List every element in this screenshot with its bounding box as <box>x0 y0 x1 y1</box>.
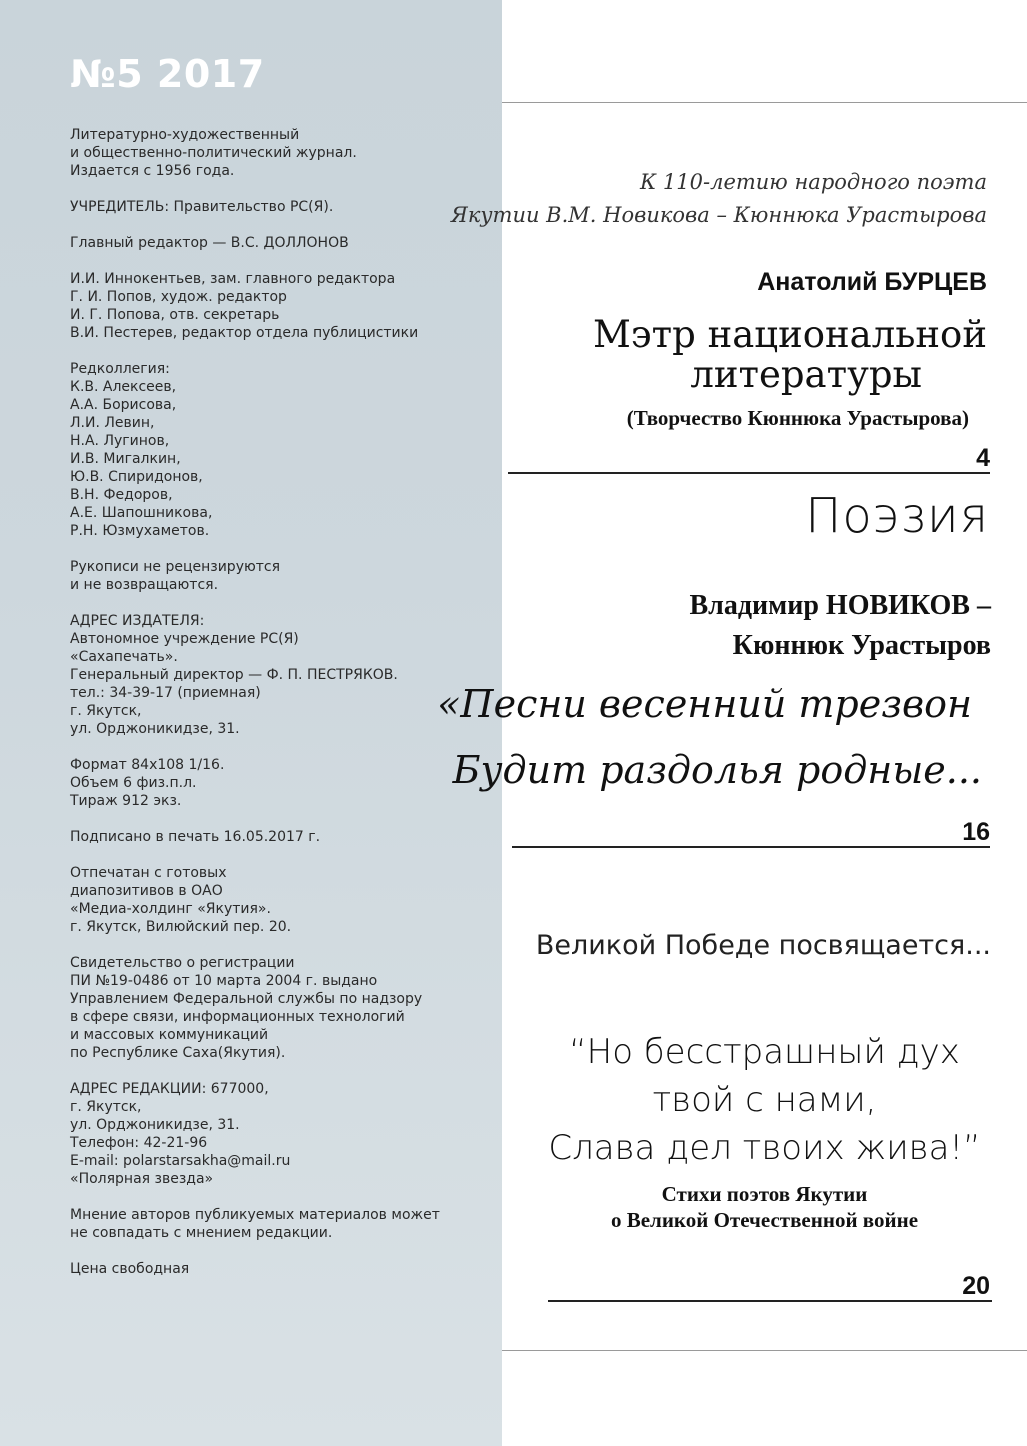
imprint-line: ул. Орджоникидзе, 31. <box>70 721 240 737</box>
imprint-line: Свидетельство о регистрации <box>70 955 295 971</box>
imprint-line: А.А. Борисова, <box>70 397 177 413</box>
article-subtitle: Стихи поэтов Якутии <box>661 1182 868 1206</box>
imprint-line: Редколлегия: <box>70 361 170 377</box>
imprint-block <box>70 756 490 810</box>
imprint-line: тел.: 34-39-17 (приемная) <box>70 685 261 701</box>
imprint-line: по Республике Саха(Якутия). <box>70 1045 286 1061</box>
page-rule <box>512 846 990 848</box>
page-rule <box>508 472 990 474</box>
imprint-line: АДРЕС ИЗДАТЕЛЯ: <box>70 613 205 629</box>
imprint-line: диапозитивов в ОАО <box>70 883 223 899</box>
quote-line: Слава дел твоих жива!” <box>548 1128 981 1168</box>
imprint-line: и массовых коммуникаций <box>70 1027 269 1043</box>
imprint-line: В.И. Пестерев, редактор отдела публицистики <box>70 325 419 341</box>
dedication-line: Великой Победе посвящается... <box>535 930 991 961</box>
dedication-line: К 110-летию народного поэта <box>639 170 987 194</box>
imprint-line: ул. Орджоникидзе, 31. <box>70 1117 240 1133</box>
article-title: Мэтр национальной <box>593 313 987 356</box>
page-rule <box>548 1300 992 1302</box>
imprint-line: Цена свободная <box>70 1261 190 1277</box>
imprint-line: Литературно-художественный <box>70 127 300 143</box>
imprint-block <box>70 954 490 1062</box>
imprint-line: и общественно-политический журнал. <box>70 145 357 161</box>
article-title: Будит раздолья родные... <box>452 748 982 792</box>
dedication-line: Якутии В.М. Новикова – Кюннюка Урастырова <box>450 203 987 227</box>
bottom-divider <box>502 1350 1027 1351</box>
imprint-line: АДРЕС РЕДАКЦИИ: 677000, <box>70 1081 269 1097</box>
imprint-block <box>70 558 490 594</box>
article-subtitle: (Творчество Кюннюка Урастырова) <box>626 406 969 430</box>
imprint-block <box>70 198 490 216</box>
imprint-block <box>70 1080 490 1188</box>
imprint-line: Ю.В. Спиридонов, <box>70 469 203 485</box>
article-author: Владимир НОВИКОВ – <box>689 590 991 621</box>
imprint-line: И.И. Иннокентьев, зам. главного редактора <box>70 271 396 287</box>
imprint-line: ПИ №19-0486 от 10 марта 2004 г. выдано <box>70 973 378 989</box>
quote-line: “Но бесстрашный дух <box>569 1032 960 1072</box>
imprint-column <box>0 0 502 1446</box>
imprint-line: в сфере связи, информационных технологий <box>70 1009 405 1025</box>
imprint-block <box>70 612 490 738</box>
imprint-line: Рукописи не рецензируются <box>70 559 281 575</box>
article-title: «Песни весенний трезвон <box>437 682 972 726</box>
quote-line: твой с нами, <box>652 1080 877 1120</box>
imprint-line: И.В. Мигалкин, <box>70 451 181 467</box>
imprint-line: Управлением Федеральной службы по надзору <box>70 991 423 1007</box>
imprint-line: В.Н. Федоров, <box>70 487 173 503</box>
imprint-block <box>70 360 490 540</box>
imprint-line: г. Якутск, Вилюйский пер. 20. <box>70 919 292 935</box>
imprint-block <box>70 1260 490 1278</box>
imprint-line: К.В. Алексеев, <box>70 379 177 395</box>
imprint-line: Г. И. Попов, худож. редактор <box>70 289 287 305</box>
imprint-block <box>70 126 490 180</box>
issue-number: №5 2017 <box>70 52 265 96</box>
imprint-line: не совпадать с мнением редакции. <box>70 1225 333 1241</box>
article-author: Анатолий БУРЦЕВ <box>757 268 987 296</box>
imprint-block <box>70 270 490 342</box>
imprint-text <box>70 126 490 1296</box>
page-number: 4 <box>976 444 990 472</box>
imprint-line: и не возвращаются. <box>70 577 219 593</box>
imprint-line: E-mail: polarstarsakha@mail.ru <box>70 1153 291 1169</box>
imprint-block <box>70 1206 490 1242</box>
imprint-line: «Медиа-холдинг «Якутия». <box>70 901 271 917</box>
imprint-line: Л.И. Левин, <box>70 415 155 431</box>
imprint-line: Главный редактор — В.С. ДОЛЛОНОВ <box>70 235 349 251</box>
imprint-line: Автономное учреждение РС(Я) <box>70 631 299 647</box>
imprint-line: Тираж 912 экз. <box>70 793 182 809</box>
section-heading: Поэзия <box>805 488 989 544</box>
article-author: Кюннюк Урастыров <box>732 630 991 661</box>
imprint-line: Р.Н. Юзмухаметов. <box>70 523 210 539</box>
top-divider <box>502 102 1027 103</box>
imprint-line: Н.А. Лугинов, <box>70 433 170 449</box>
imprint-line: Подписано в печать 16.05.2017 г. <box>70 829 321 845</box>
imprint-line: Мнение авторов публикуемых материалов может <box>70 1207 440 1223</box>
imprint-line: «Полярная звезда» <box>70 1171 214 1187</box>
imprint-line: Генеральный директор — Ф. П. ПЕСТРЯКОВ. <box>70 667 398 683</box>
imprint-line: Формат 84х108 1/16. <box>70 757 225 773</box>
imprint-line: Издается с 1956 года. <box>70 163 235 179</box>
imprint-line: г. Якутск, <box>70 703 142 719</box>
imprint-line: И. Г. Попова, отв. секретарь <box>70 307 280 323</box>
page-number: 16 <box>962 818 990 846</box>
article-title: литературы <box>690 353 922 396</box>
imprint-line: «Сахапечать». <box>70 649 178 665</box>
article-subtitle: о Великой Отечественной войне <box>610 1208 919 1232</box>
imprint-line: г. Якутск, <box>70 1099 142 1115</box>
imprint-block <box>70 828 490 846</box>
imprint-block <box>70 864 490 936</box>
imprint-line: Объем 6 физ.п.л. <box>70 775 197 791</box>
contents-column <box>437 0 1027 1446</box>
imprint-line: Отпечатан с готовых <box>70 865 227 881</box>
imprint-line: Телефон: 42-21-96 <box>70 1135 208 1151</box>
imprint-block <box>70 234 490 252</box>
page-number: 20 <box>962 1272 990 1300</box>
imprint-line: А.Е. Шапошникова, <box>70 505 213 521</box>
imprint-line: УЧРЕДИТЕЛЬ: Правительство РС(Я). <box>70 199 334 215</box>
